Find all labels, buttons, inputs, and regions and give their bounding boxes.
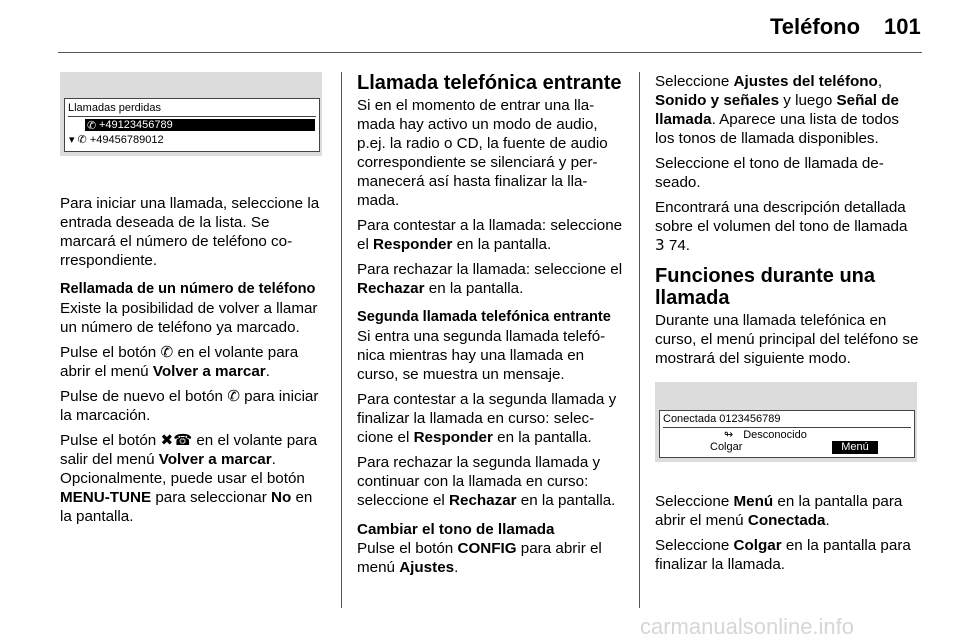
paragraph: Pulse de nuevo el botón ✆ para iniciar la marcación.: [60, 387, 319, 424]
hang-up-button[interactable]: Colgar: [710, 441, 743, 453]
paragraph: Seleccione Colgar en la pantalla para finalizar la llamada.: [655, 537, 911, 573]
section-heading-ringtone: Cambiar el tono de llamada: [357, 521, 555, 538]
missed-call-number-2: +49456789012: [89, 134, 164, 146]
paragraph: Encontrará una descripción detallada sobre el volumen del tono de llamada 3 74.: [655, 199, 908, 254]
paragraph: Seleccione el tono de llamada deseado.: [655, 155, 884, 191]
screen-divider: [68, 116, 316, 117]
paragraph: Para rechazar la llamada: seleccione el Rechazar en la pantalla.: [357, 261, 623, 297]
missed-call-entry[interactable]: [69, 133, 164, 147]
paragraph: Si en el momento de entrar una llamada hay activo un modo de audio, p.ej. la radio o CD, la fuente de audio correspondiente se silenciará y permanecerá así hasta finalizar la llamada.: [357, 97, 608, 209]
column-divider-1: [341, 72, 342, 608]
paragraph: Seleccione Menú en la pantalla para abrir el menú Conectada.: [655, 493, 903, 529]
paragraph: Durante una llamada telefónica en curso, el menú principal del teléfono se mostrará del siguiente modo.: [655, 312, 919, 367]
paragraph: Para contestar a la segunda llamada y finalizar la llamada en curso: seleccione el Responder en la pantalla.: [357, 391, 617, 446]
phone-icon: ✆: [160, 343, 174, 361]
connected-title: Conectada 0123456789: [663, 413, 781, 425]
column-1: [60, 72, 326, 532]
missed-call-icon: ✆: [77, 133, 87, 146]
missed-calls-screen: [60, 72, 322, 156]
paragraph: Pulse el botón ✆ en el volante para abrir el menú Volver a marcar.: [60, 343, 299, 380]
section-heading-incoming: Llamada telefónica entrante: [357, 72, 622, 94]
paragraph: Pulse el botón ✖☎ en el volante para salir del menú Volver a marcar. Opcionalmente, puede usar el botón MENU-TUNE para seleccionar No en la pantalla.: [60, 431, 318, 525]
paragraph: Para contestar a la llamada: seleccione el Responder en la pantalla.: [357, 217, 623, 253]
watermark: carmanualsonline.info: [640, 614, 855, 639]
phone-icon: ✆: [227, 387, 240, 405]
paragraph: Para iniciar una llamada, seleccione la entrada deseada de la lista. Se marcará el número de teléfono correspondiente.: [60, 195, 320, 269]
chevron-down-icon: ▾: [69, 133, 75, 146]
column-3: [655, 72, 921, 580]
missed-call-entry-selected[interactable]: [85, 119, 315, 131]
hangup-icon: ✖☎: [160, 431, 193, 449]
missed-call-number-1: +49123456789: [99, 119, 173, 131]
paragraph: Pulse el botón CONFIG para abrir el menú Ajustes.: [357, 540, 602, 576]
page-header-title: Teléfono: [770, 14, 861, 39]
caller-status: ↬ Desconocido: [724, 428, 807, 441]
menu-button[interactable]: Menú: [832, 441, 878, 454]
section-heading-functions: Funciones durante una llamada: [655, 265, 876, 309]
paragraph: Existe la posibilidad de volver a llamar un número de teléfono ya marcado.: [60, 300, 318, 336]
missed-call-icon: ✆: [87, 119, 97, 132]
paragraph: Para rechazar la segunda llamada y continuar con la llamada en curso: seleccione el Rechazar en la pantalla.: [357, 454, 616, 509]
column-2: [357, 72, 623, 583]
missed-calls-title: Llamadas perdidas: [68, 102, 161, 114]
paragraph: Si entra una segunda llamada telefónica mientras hay una llamada en curso, se muestra un mensaje.: [357, 328, 606, 383]
column-divider-2: [639, 72, 640, 608]
paragraph: Seleccione Ajustes del teléfono, Sonido y señales y luego Señal de llamada. Aparece una lista de todos los tonos de llamada disponibles.: [655, 73, 900, 147]
connected-call-screen: [655, 382, 917, 462]
page-number: 101: [884, 14, 921, 39]
section-heading-redial: Rellamada de un número de teléfono: [60, 281, 316, 297]
page-reference-icon: 3: [655, 236, 665, 254]
header-rule: [58, 52, 922, 53]
active-call-icon: ↬: [724, 428, 734, 441]
section-heading-second-call: Segunda llamada telefónica entrante: [357, 309, 611, 325]
